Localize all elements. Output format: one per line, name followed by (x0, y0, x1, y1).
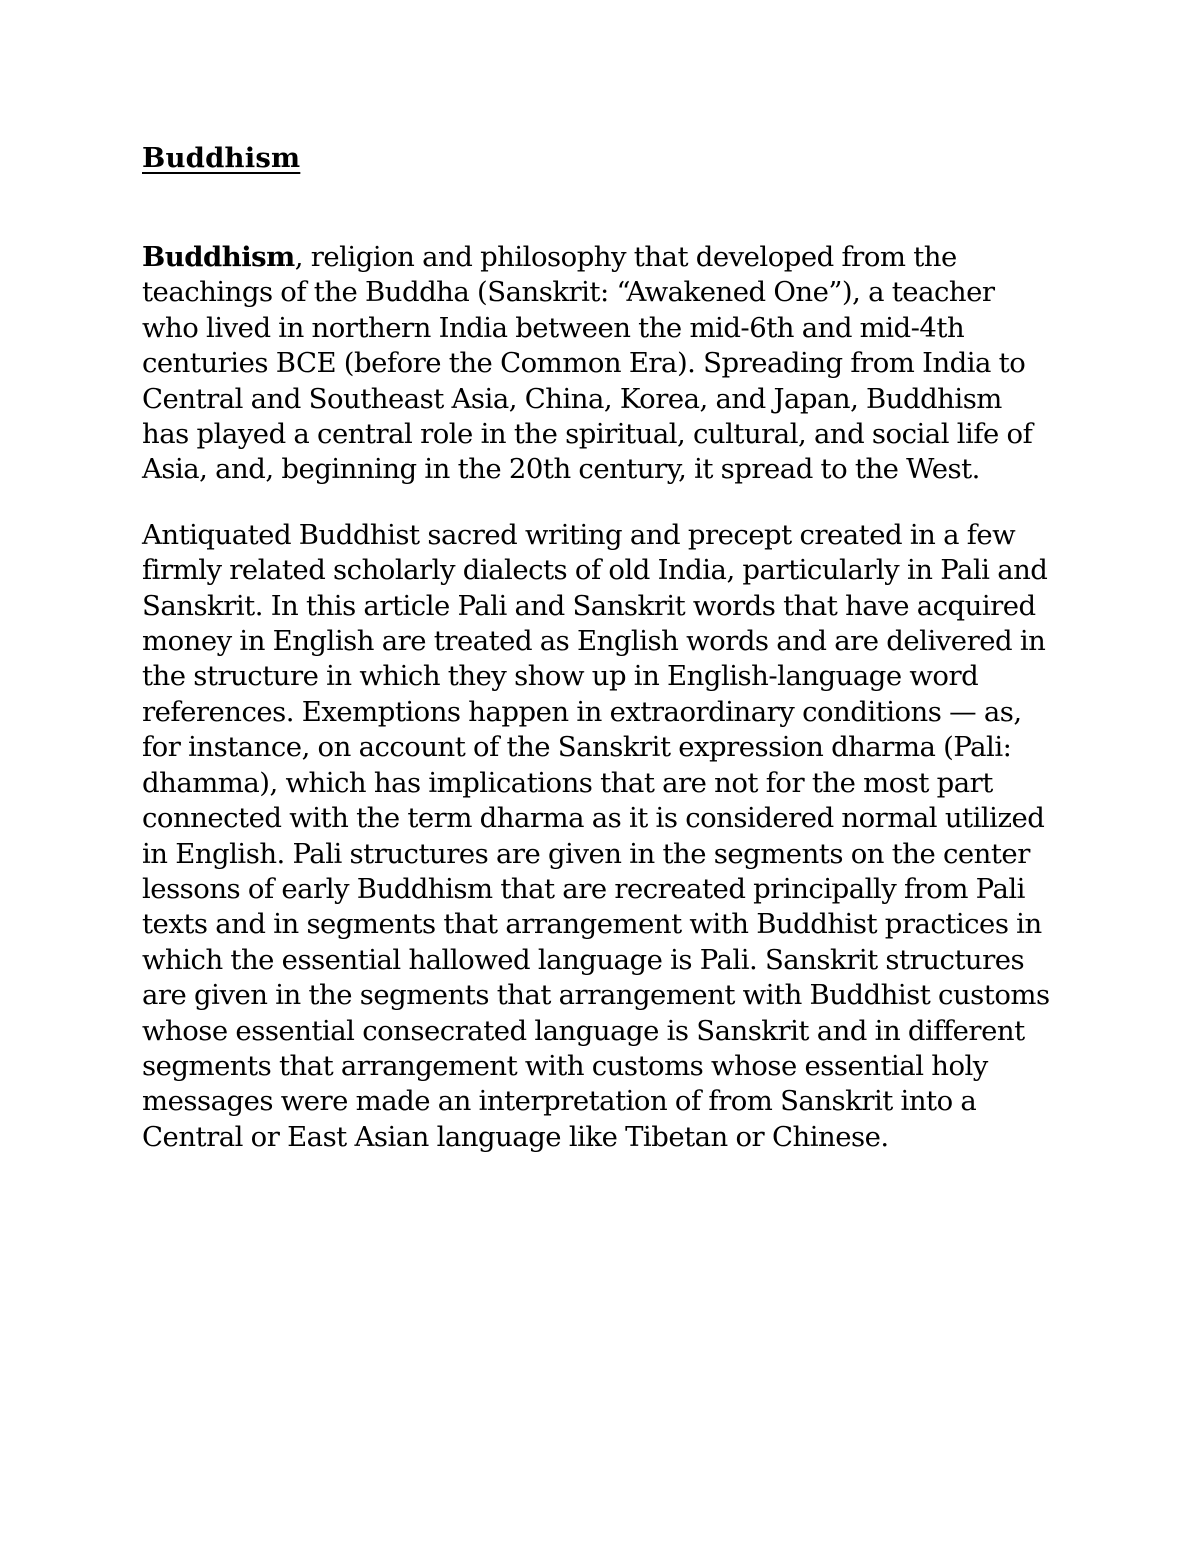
intro-paragraph-text: , religion and philosophy that developed from the teachings of the Buddha (Sanskrit: “Awakened One”), a teacher who lived in northern India between the mid-6th and mid-4th centuries BCE (before the Common Era). Spreading from India to Central and Southeast Asia, China, Korea, and Japan, Buddhism has played a central role in the spiritual, cultural, and social life of Asia, and, beginning in the 20th century, it spread to the West. (142, 241, 1033, 486)
document-page (142, 138, 1052, 1155)
document-title: Buddhism (142, 142, 301, 174)
language-paragraph: Antiquated Buddhist sacred writing and precept created in a few firmly related scholarly dialects of old India, particularly in Pali and Sanskrit. In this article Pali and Sanskrit words that have acquired money in English are treated as English words and are delivered in the structure in which they show up in English-language word references. Exemptions happen in extraordinary conditions — as, for instance, on account of the Sanskrit expression dharma (Pali: dhamma), which has implications that are not for the most part connected with the term dharma as it is considered normal utilized in English. Pali structures are given in the segments on the center lessons of early Buddhism that are recreated principally from Pali texts and in segments that arrangement with Buddhist practices in which the essential hallowed language is Pali. Sanskrit structures are given in the segments that arrangement with Buddhist customs whose essential consecrated language is Sanskrit and in different segments that arrangement with customs whose essential holy messages were made an interpretation of from Sanskrit into a Central or East Asian language like Tibetan or Chinese. (142, 518, 1050, 1153)
intro-paragraph (142, 240, 1052, 488)
lead-term: Buddhism (142, 241, 295, 273)
